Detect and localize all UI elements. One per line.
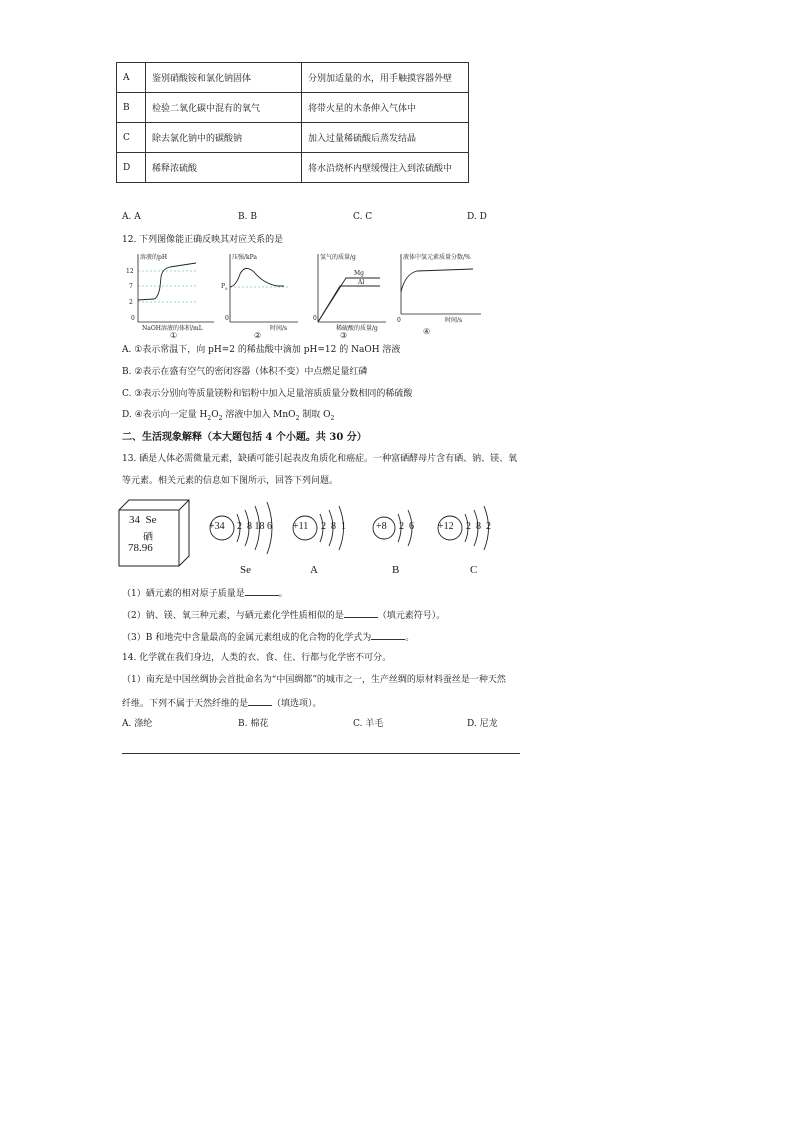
electron-shells: 2 6: [399, 521, 414, 532]
row-letter: B: [117, 93, 146, 123]
row-purpose: 鉴别硝酸铵和氯化钠固体: [146, 63, 302, 93]
q13-line2: 等元素。相关元素的信息如下图所示，回答下列问题。: [122, 476, 339, 486]
q13-sub3-end: 。: [405, 633, 415, 643]
q12-option-d: [122, 409, 334, 425]
atom-b-label: B: [392, 564, 400, 576]
experiment-table: [116, 62, 469, 183]
ph-curve: [138, 263, 196, 300]
g4-ylabel: 液体中氢元素质量分数/%: [403, 254, 471, 261]
q11-option-b: B. B: [238, 212, 257, 222]
g1-xlabel: NaOH溶液的体积/mL: [142, 325, 203, 332]
q13-sub1: [122, 586, 288, 600]
g4-origin: 0: [397, 317, 401, 324]
q14-option-c: C. 羊毛: [353, 719, 384, 729]
row-method: 分别加适量的水，用手触摸容器外壁: [302, 63, 469, 93]
atom-a-label: A: [310, 564, 318, 576]
g3-xlabel: 稀硫酸的质量/g: [336, 325, 378, 332]
section-2-heading: 二、生活现象解释（本大题包括 4 个小题。共 30 分）: [122, 432, 367, 443]
g2-xlabel: 时间/s: [270, 325, 288, 332]
nucleus-charge: +8: [376, 521, 387, 532]
g2-ylabel: 压强/kPa: [232, 254, 258, 261]
row-purpose: 稀释浓硫酸: [146, 153, 302, 183]
nucleus-charge: +12: [438, 521, 454, 532]
answer-blank[interactable]: [245, 586, 279, 596]
atom-se-label: Se: [240, 564, 251, 576]
pressure-curve: [230, 268, 284, 287]
row-method: 加入过量稀硫酸后蒸发结晶: [302, 123, 469, 153]
q13-sub2-text: （2）钠、镁、氧三种元素，与硒元素化学性质相似的是: [122, 611, 344, 621]
table-row: [117, 153, 469, 183]
q12-option-c: C. ③表示分别向等质量镁粉和铝粉中加入足量溶质质量分数相同的稀硫酸: [122, 389, 413, 399]
g1-tick-2: 2: [129, 299, 133, 306]
row-letter: C: [117, 123, 146, 153]
graph-2: [218, 252, 308, 344]
element-symbol: Se: [145, 514, 157, 526]
sub: 2: [218, 414, 223, 422]
electron-shells: 2 8 1: [321, 521, 346, 532]
answer-blank[interactable]: [344, 608, 378, 618]
table-row: [117, 93, 469, 123]
g1-origin: 0: [131, 315, 135, 322]
g3-number: ③: [340, 331, 348, 340]
q14-line1: 14. 化学就在我们身边，人类的衣、食、住、行都与化学密不可分。: [122, 653, 392, 663]
g1-tick-12: 12: [126, 268, 134, 275]
q14-option-d: D. 尼龙: [467, 719, 498, 729]
al-line: [318, 286, 380, 322]
q12-stem: 12. 下列图像能正确反映其对应关系的是: [122, 235, 284, 245]
electron-shells: 2 8 2: [466, 521, 491, 532]
opt-d-mid3: 制取 O: [299, 410, 331, 420]
sub: 2: [207, 414, 212, 422]
q13-line1: 13. 硒是人体必需微量元素，缺硒可能引起表皮角质化和癌症。一种富硒酵母片含有硒、钠、镁、氧: [122, 454, 518, 464]
atom-c-diagram: [437, 498, 507, 574]
q13-sub3: [122, 630, 414, 644]
element-name: 硒: [143, 532, 153, 543]
g2-number: ②: [254, 331, 262, 340]
electron-shells: 2 8 18 6: [237, 521, 272, 532]
q12-option-b: B. ②表示在盛有空气的密闭容器（体积不变）中点燃足量红磷: [122, 367, 368, 377]
atom-a-diagram: [292, 498, 362, 574]
row-letter: D: [117, 153, 146, 183]
g2-origin: 0: [225, 315, 229, 322]
q12-option-a: A. ①表示常温下，向 pH=2 的稀盐酸中滴加 pH=12 的 NaOH 溶液: [122, 345, 401, 355]
graph-3: [306, 252, 396, 344]
atom-c-label: C: [470, 564, 478, 576]
g3-ylabel: 氢气的质量/g: [320, 254, 356, 261]
row-method: 将带火星的木条伸入气体中: [302, 93, 469, 123]
q13-sub1-text: （1）硒元素的相对原子质量是: [122, 589, 245, 599]
opt-d-pre: D. ④表示向一定量 H: [122, 410, 208, 420]
q14-option-a: A. 涤纶: [122, 719, 153, 729]
g3-origin: 0: [313, 315, 317, 322]
q13-sub3-text: （3）B 和地壳中含量最高的金属元素组成的化合物的化学式为: [122, 633, 372, 643]
g1-tick-7: 7: [129, 283, 133, 290]
graph-1: [118, 252, 218, 344]
q14-option-b: B. 棉花: [238, 719, 269, 729]
atom-b-diagram: [372, 498, 432, 574]
g2-p0-sub: 0: [225, 286, 228, 291]
mg-line: [318, 278, 380, 322]
opt-d-mid1: O: [211, 410, 219, 420]
atom-se-diagram: [207, 498, 287, 574]
row-method: 将水沿烧杯内壁缓慢注入到浓硫酸中: [302, 153, 469, 183]
q11-option-c: C. C: [353, 212, 373, 222]
g3-mg-label: Mg: [354, 270, 364, 277]
answer-blank[interactable]: [248, 696, 272, 706]
g2-p0: P: [221, 283, 226, 290]
element-card-se: [117, 498, 193, 574]
g3-al-label: Al: [358, 279, 365, 286]
q11-option-d: D. D: [467, 212, 487, 222]
row-purpose: 除去氯化钠中的碳酸钠: [146, 123, 302, 153]
g4-xlabel: 时间/s: [445, 317, 463, 324]
q13-sub1-end: 。: [278, 589, 288, 599]
q14-line2: （1）南充是中国丝绸协会首批命名为“中国绸都”的城市之一，生产丝绸的原材料蚕丝是一种天然: [122, 675, 506, 685]
table-row: [117, 123, 469, 153]
q14-line3-text: 纤维。下列不属于天然纤维的是: [122, 699, 249, 709]
sub: 2: [295, 414, 300, 422]
table-row: [117, 63, 469, 93]
atomic-mass: 78.96: [128, 542, 153, 554]
q14-line3-end: （填选项）。: [272, 699, 322, 709]
nucleus-charge: +11: [293, 521, 309, 532]
sub: 2: [330, 414, 335, 422]
q13-sub2-end: （填元素符号）。: [377, 611, 446, 621]
g1-ylabel: 溶液的pH: [140, 254, 168, 261]
atomic-number: 34: [129, 514, 140, 526]
row-purpose: 检验二氧化碳中混有的氧气: [146, 93, 302, 123]
answer-blank[interactable]: [371, 630, 405, 640]
row-letter: A: [117, 63, 146, 93]
divider: [122, 753, 520, 754]
q14-line3: [122, 696, 322, 710]
nucleus-charge: +34: [209, 521, 225, 532]
q11-option-a: A. A: [122, 212, 141, 222]
hydrogen-fraction-curve: [401, 269, 473, 292]
g1-number: ①: [170, 331, 178, 340]
opt-d-mid2: 溶液中加入 MnO: [222, 410, 296, 420]
q13-sub2: [122, 608, 445, 622]
g4-number: ④: [423, 327, 431, 336]
graph-4: [393, 252, 493, 344]
